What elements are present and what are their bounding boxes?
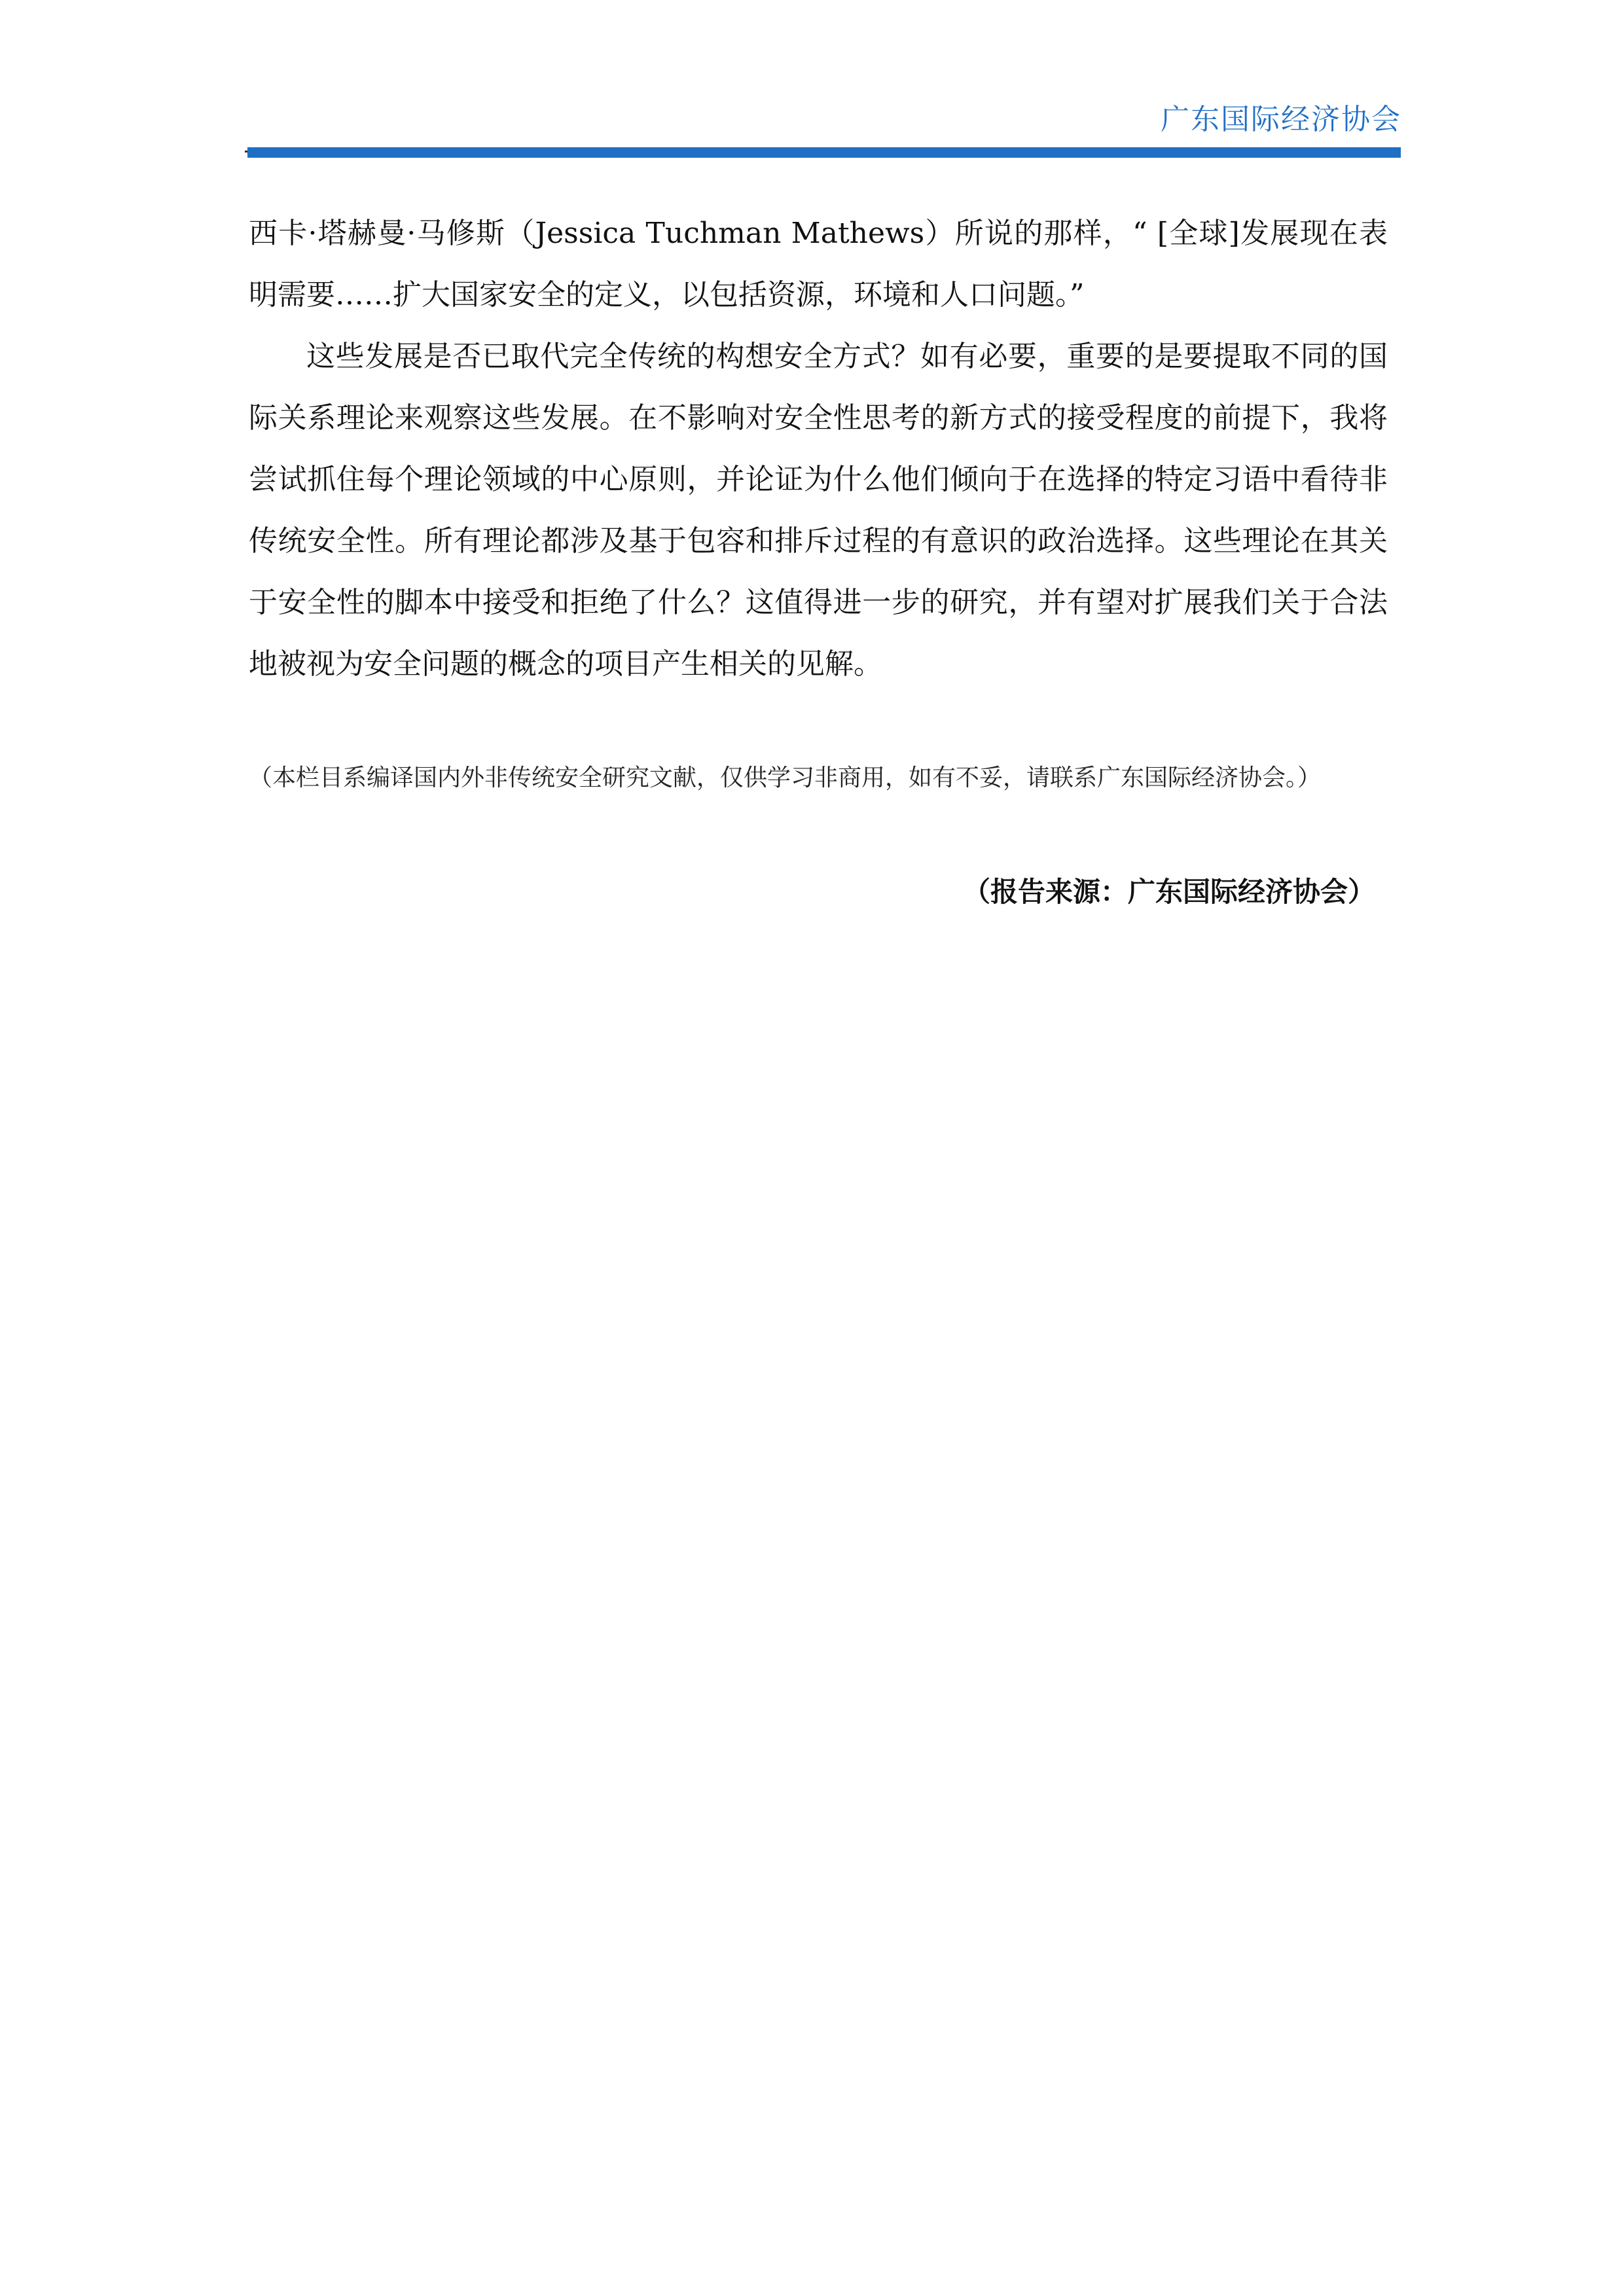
body-text bbox=[249, 203, 1388, 695]
paragraph: 这些发展是否已取代完全传统的构想安全方式？如有必要，重要的是要提取不同的国际关系理论来观察这些发展。在不影响对安全性思考的新方式的接受程度的前提下，我将尝试抓住每个理论领域的中心原则，并论证为什么他们倾向于在选择的特定习语中看待非传统安全性。所有理论都涉及基于包容和排斥过程的有意识的政治选择。这些理论在其关于安全性的脚本中接受和拒绝了什么？这值得进一步的研究，并有望对扩展我们关于合法地被视为安全问题的概念的项目产生相关的见解。 bbox=[249, 340, 1388, 681]
disclaimer-note: （本栏目系编译国内外非传统安全研究文献，仅供学习非商用，如有不妥，请联系广东国际经济协会。） bbox=[249, 764, 1322, 791]
paragraph-continued: 西卡·塔赫曼·马修斯（Jessica Tuchman Mathews）所说的那样，“ [全球]发展现在表明需要……扩大国家安全的定义，以包括资源，环境和人口问题。” bbox=[249, 217, 1388, 312]
header-rule bbox=[247, 147, 1401, 158]
report-source: （报告来源：广东国际经济协会） bbox=[962, 876, 1375, 908]
header-organization-name: 广东国际经济协会 bbox=[1161, 103, 1401, 136]
